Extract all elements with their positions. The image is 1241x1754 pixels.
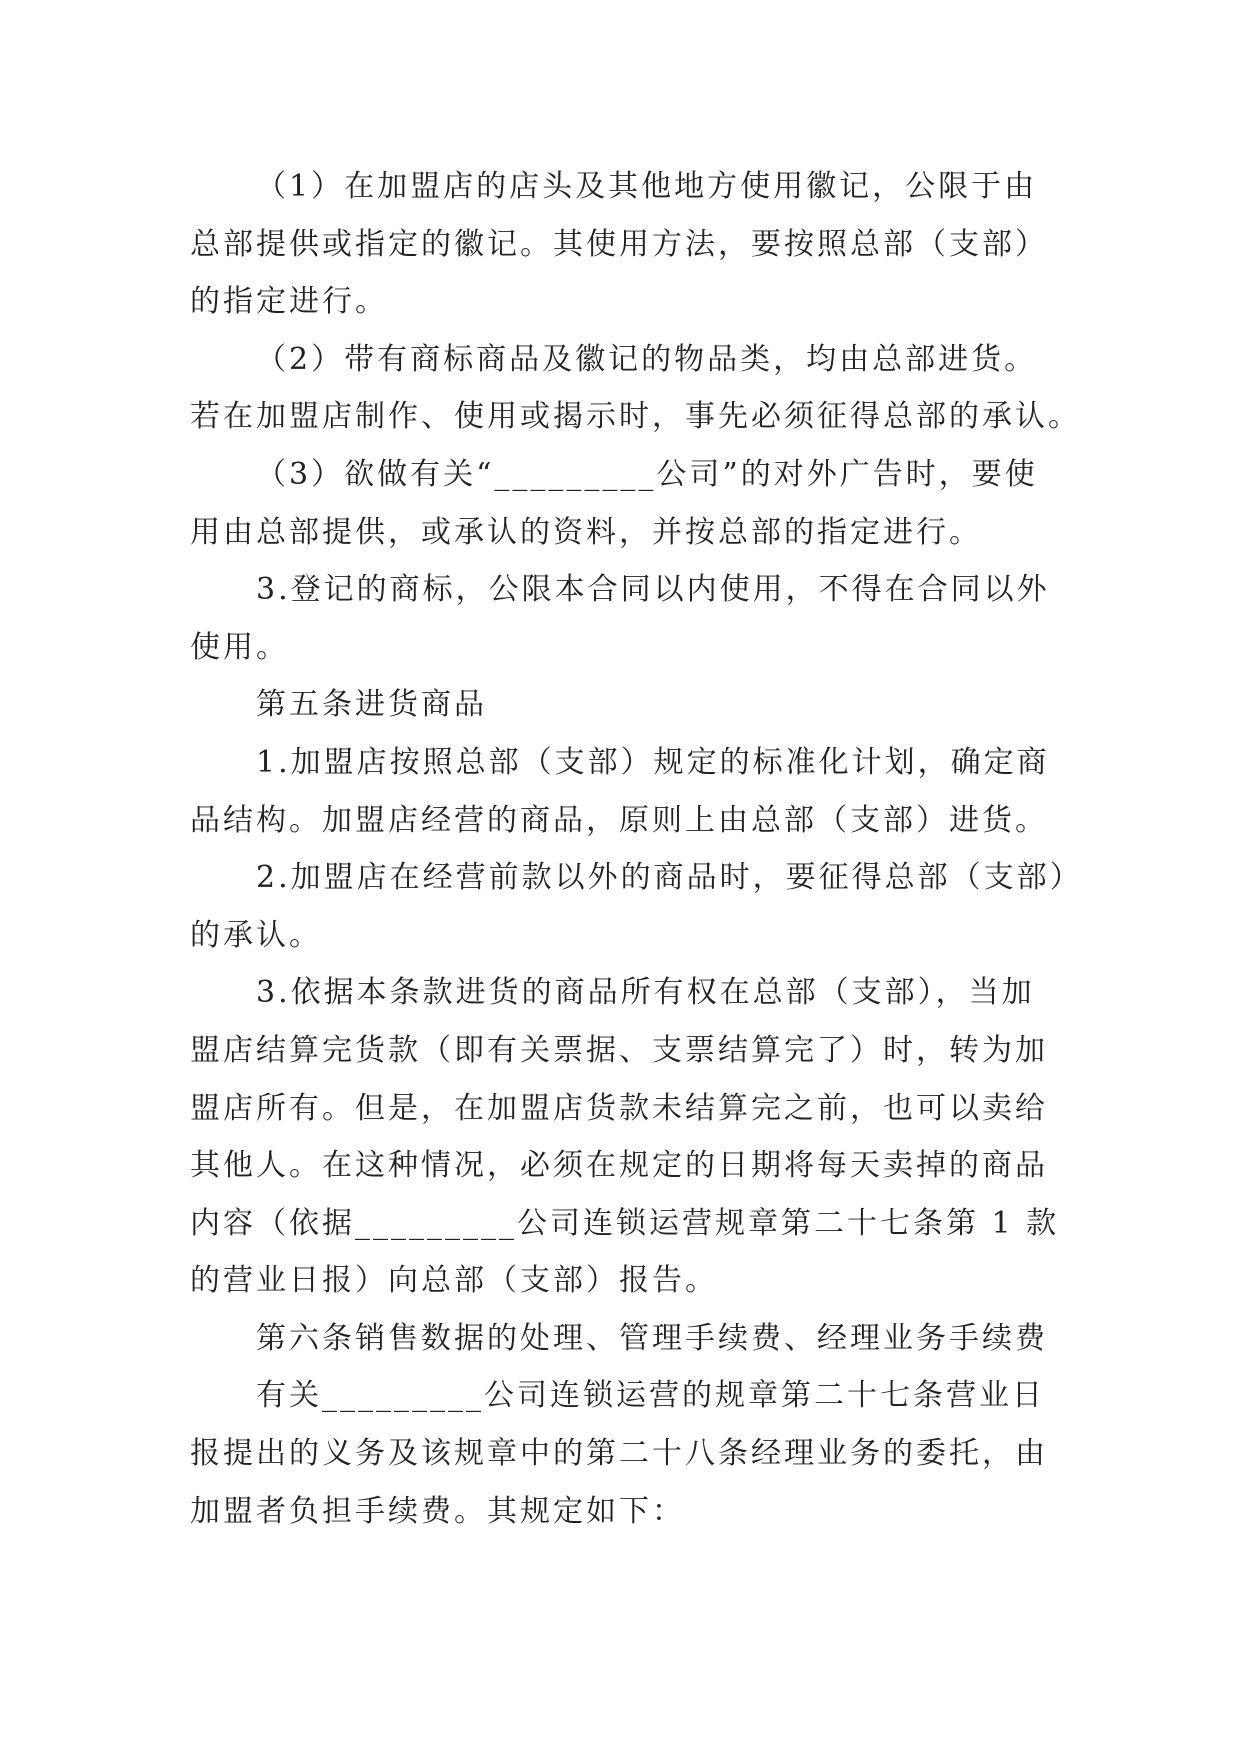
text-line: 2.加盟店在经营前款以外的商品时，要征得总部（支部） [256, 860, 1083, 896]
section-heading: 第六条销售数据的处理、管理手续费、经理业务手续费 [256, 1320, 1048, 1356]
text-line: 的营业日报）向总部（支部）报告。 [190, 1263, 718, 1299]
text-line: 的承认。 [190, 917, 322, 953]
text-line: 3.依据本条款进货的商品所有权在总部（支部），当加 [256, 975, 1035, 1011]
section-heading: 第五条进货商品 [256, 687, 487, 723]
text-line: 品结构。加盟店经营的商品，原则上由总部（支部）进货。 [190, 802, 1048, 838]
text-line: 报提出的义务及该规章中的第二十八条经理业务的委托，由 [190, 1436, 1048, 1472]
text-line: （1）在加盟店的店头及其他地方使用徽记，公限于由 [256, 169, 1038, 204]
text-line: 盟店结算完货款（即有关票据、支票结算完了）时，转为加 [190, 1032, 1048, 1068]
text-line: 的指定进行。 [190, 284, 388, 320]
text-line: 内容（依据_________公司连锁运营规章第二十七条第 1 款 [190, 1205, 1060, 1241]
text-line: （2）带有商标商品及徽记的物品类，均由总部进货。 [256, 341, 1038, 377]
text-line: 若在加盟店制作、使用或揭示时，事先必须征得总部的承认。 [190, 399, 1081, 435]
text-line: 使用。 [190, 629, 289, 665]
text-line: 有关_________公司连锁运营的规章第二十七条营业日 [256, 1378, 1045, 1414]
text-line: 总部提供或指定的徽记。其使用方法，要按照总部（支部） [190, 226, 1048, 262]
text-line: 其他人。在这种情况，必须在规定的日期将每天卖掉的商品 [190, 1148, 1048, 1184]
text-line: 盟店所有。但是，在加盟店货款未结算完之前，也可以卖给 [190, 1090, 1048, 1126]
text-line: 加盟者负担手续费。其规定如下： [190, 1493, 685, 1529]
text-line: 3.登记的商标，公限本合同以内使用，不得在合同以外 [256, 572, 1050, 608]
text-line: 用由总部提供，或承认的资料，并按总部的指定进行。 [190, 514, 982, 550]
text-line: 1.加盟店按照总部（支部）规定的标准化计划，确定商 [256, 744, 1050, 780]
text-line: （3）欲做有关“_________公司”的对外广告时，要使 [256, 456, 1038, 492]
document-body [190, 158, 1083, 1540]
